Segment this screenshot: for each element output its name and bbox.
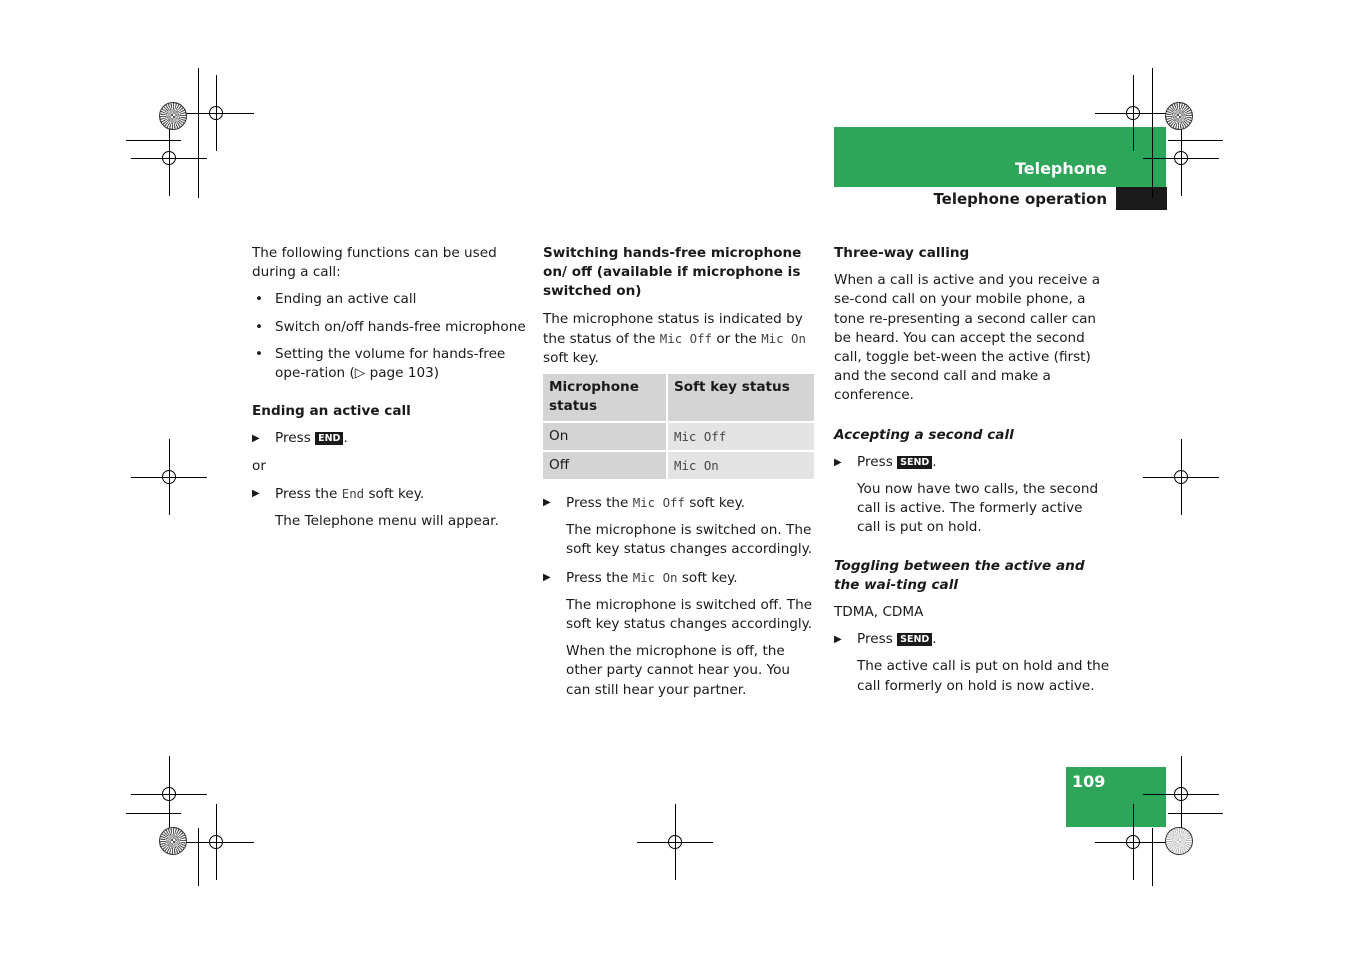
send-key: SEND — [897, 456, 932, 469]
result-text: The microphone is switched on. The soft key status changes accordingly. — [566, 522, 813, 558]
soft-key-name: End — [341, 485, 365, 501]
arrow-icon: ▶ — [252, 433, 260, 445]
section-marker — [1116, 187, 1167, 210]
target-circle — [162, 151, 176, 165]
note-text: When the microphone is off, the other party cannot hear you. You can still hear your partner. — [566, 643, 791, 698]
instruction-step: ▶ Press the Mic Off soft key. — [543, 495, 746, 512]
column-2 — [543, 244, 816, 700]
subheading: Accepting a second call — [834, 426, 1014, 443]
section-title: Telephone operation — [933, 190, 1107, 208]
instruction-step: ▶ Press SEND . — [834, 630, 1110, 649]
intro-text: The microphone status is indicated by the status of the Mic Off or the Mic On soft key. — [543, 310, 806, 367]
result-text: The active call is put on hold and the call formerly on hold is now active. — [857, 658, 1110, 694]
arrow-icon: ▶ — [543, 571, 551, 583]
table-header: Microphone status — [543, 374, 667, 421]
target-circle — [209, 835, 223, 849]
target-circle — [1126, 835, 1140, 849]
send-key: SEND — [897, 633, 932, 646]
arrow-icon: ▶ — [834, 634, 842, 646]
list-item: • Ending an active call — [255, 291, 417, 308]
list-item: • Switch on/off hands-free microphone — [255, 318, 526, 335]
target-circle — [1174, 470, 1188, 484]
target-circle — [209, 106, 223, 120]
starburst-mark — [1165, 102, 1193, 130]
instruction-step: ▶ Press the End soft key. — [252, 485, 425, 502]
page-number: 109 — [1072, 772, 1106, 791]
table-header: Soft key status — [667, 374, 815, 421]
trim-line — [1152, 828, 1153, 886]
instruction-step: ▶ Press SEND . — [834, 453, 1110, 472]
subheading: Ending an active call — [252, 403, 411, 420]
starburst-mark — [159, 102, 187, 130]
trim-line — [126, 140, 181, 141]
column-3 — [834, 244, 1110, 696]
starburst-mark — [1165, 827, 1193, 855]
list-item: • Setting the volume for hands-free ope-ration (▷ page 103) — [255, 345, 506, 382]
trim-line — [198, 828, 199, 886]
target-circle — [1174, 151, 1188, 165]
trim-line — [1152, 68, 1153, 198]
chapter-title: Telephone — [1014, 159, 1107, 178]
arrow-icon: ▶ — [252, 487, 260, 499]
table-row: Off Mic On — [543, 451, 815, 479]
trim-line — [1168, 140, 1223, 141]
target-circle — [1126, 106, 1140, 120]
trim-line — [198, 68, 199, 198]
starburst-mark — [159, 827, 187, 855]
arrow-icon: ▶ — [543, 497, 551, 509]
result-text: The microphone is switched off. The soft key status changes accordingly. — [566, 596, 813, 633]
mic-status-table — [543, 374, 816, 479]
subheading: Switching hands-free microphone on/ off (available if microphone is switched on) — [543, 245, 802, 300]
arrow-icon: ▶ — [834, 456, 842, 468]
trim-line — [126, 813, 181, 814]
target-circle — [1174, 787, 1188, 801]
intro-text: The following functions can be used during a call: — [252, 245, 497, 281]
end-key: END — [315, 432, 343, 445]
instruction-step: ▶ Press the Mic On soft key. — [543, 569, 738, 586]
network-text: TDMA, CDMA — [834, 604, 924, 621]
subheading: Three-way calling — [834, 245, 970, 261]
subheading: Toggling between the active and the wai-ting call — [834, 557, 1085, 593]
column-1 — [252, 244, 527, 531]
instruction-step: ▶ Press END . — [252, 429, 527, 448]
table-row: On Mic Off — [543, 422, 815, 451]
result-text: The Telephone menu will appear. — [275, 513, 499, 530]
or-text: or — [252, 457, 266, 474]
target-circle — [668, 835, 682, 849]
trim-line — [1168, 813, 1223, 814]
target-circle — [162, 470, 176, 484]
result-text: You now have two calls, the second call is active. The formerly active call is put on hold. — [857, 481, 1099, 536]
intro-text: When a call is active and you receive a se-cond call on your mobile phone, a tone re-presenting a second caller can be heard. You can accept the second call, toggle bet-ween the active (first) and the second call and make a conference. — [834, 272, 1101, 404]
target-circle — [162, 787, 176, 801]
